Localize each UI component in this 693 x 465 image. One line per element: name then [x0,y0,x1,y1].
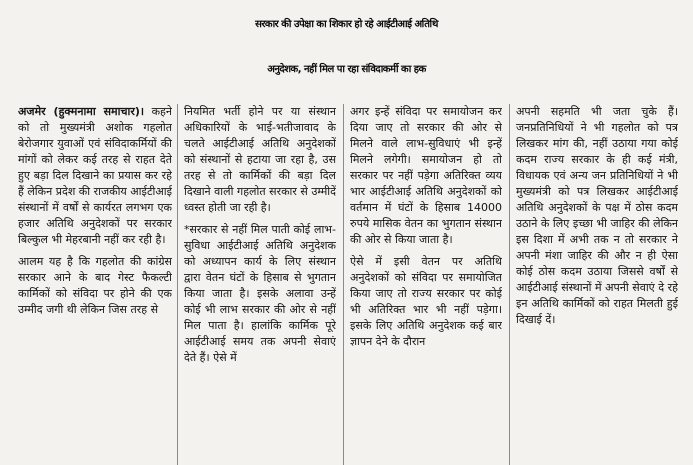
body-paragraph: अपनी सहमति भी जता चुके हैं। जनप्रतिनिधियों ने भी गहलोत को पत्र लिखकर मांग की, नहीं उठाया गया कोई कदम राज्य सरकार के ही कई मंत्री, विधायक एवं अन्य जन प्रतिनिधियों ने भी मुख्यमंत्री को पत्र लिखकर आईटीआई अतिथि अनुदेशकों के पक्ष में ठोस कदम उठाने के लिए इच्छा भी जाहिर की लेकिन इस दिशा में अभी तक न तो सरकार ने अपनी मंशा जाहिर की और न ही ऐसा कोई ठोस कदम उठाया जिससे वर्षों से आईटीआई संस्थानों में अपनी सेवाएं दे रहे इन अतिथि कार्मिकों को राहत मिलती हुई दिखाई दें। [516,105,678,326]
article-column-1 [18,104,172,465]
body-paragraph: *सरकार से नहीं मिल पाती कोई लाभ-सुविधा आईटीआई अतिथि अनुदेशक को अध्यापन कार्य के लिए संस्थान द्वारा वेतन घंटों के हिसाब से भुगतान किया जाता है। इसके अलावा उन्हें कोई भी लाभ सरकार की ओर से नहीं मिल पाता है। हालांकि कार्मिक पूरे आईटीआई समय तक अपनी सेवाएं देते हैं। ऐसे में [184,223,336,364]
body-paragraph: ऐसे में इसी वेतन पर अतिथि अनुदेशकों को संविदा पर समायोजित किया जाए तो राज्य सरकार पर कोई भी अतिरिक्त भार भी नहीं पड़ेगा। इसके लिए अतिथि अनुदेशक कई बार ज्ञापन देने के दौरान [350,255,502,348]
column-rule [509,104,510,465]
body-text: कहने को तो मुख्यमंत्री अशोक गहलोत बेरोजगार युवाओं एवं संविदाकर्मियों की मांगों को लेकर कई तरह से राहत देते हुए बड़ा दिल दिखाने का प्रयास कर रहे हैं लेकिन प्रदेश की राजकीय आईटीआई संस्थानों में वर्षों से कार्यरत लगभग एक हजार अतिथि अनुदेशकों पर सरकार बिल्कुल भी मेहरबानी नहीं कर रही है। [18,105,172,246]
article-column-4 [516,104,678,465]
dateline-paragraph [18,104,172,248]
body-paragraph: आलम यह है कि गहलोत की कांग्रेस सरकार आने के बाद गेस्ट फैकल्टी कार्मिकों को संविदा पर होने की एक उम्मीद जगी थी लेकिन जिस तरह से [18,255,172,316]
body-paragraph: अगर इन्हें संविदा पर समायोजन कर दिया जाए तो सरकार की ओर से मिलने वाले लाभ-सुविधाएं भी इन्हें मिलने लगेगी। समायोजन हो तो सरकार पर नहीं पड़ेगा अतिरिक्त व्यय भार आईटीआई अतिथि अनुदेशकों को वर्तमान में घंटों के हिसाब 14000 रुपये मासिक वेतन का भुगतान संस्थान की ओर से किया जाता है। [350,105,502,246]
headline-line-2: अनुदेशक, नहीं मिल पा रहा संविदाकर्मी का हक [267,64,426,75]
body-paragraph: नियमित भर्ती होने पर या संस्थान अधिकारियों के भाई-भतीजावाद के चलते आईटीआई अतिथि अनुदेशकों को संस्थानों से हटाया जा रहा है, उस तरह से तो कार्मिकों की बड़ा दिल दिखाने वाली गहलोत सरकार से उम्मीदें ध्वस्त होती जा रही है। [184,105,336,214]
article-column-2 [184,104,336,465]
dateline: अजमेर (हुक्मनामा समाचार)। [18,105,145,118]
column-rule [177,104,178,465]
column-rule [343,104,344,465]
article-column-3 [350,104,502,465]
headline-line-1: सरकार की उपेक्षा का शिकार हो रहे आईटीआई अतिथि [255,19,438,30]
headline [0,2,693,92]
